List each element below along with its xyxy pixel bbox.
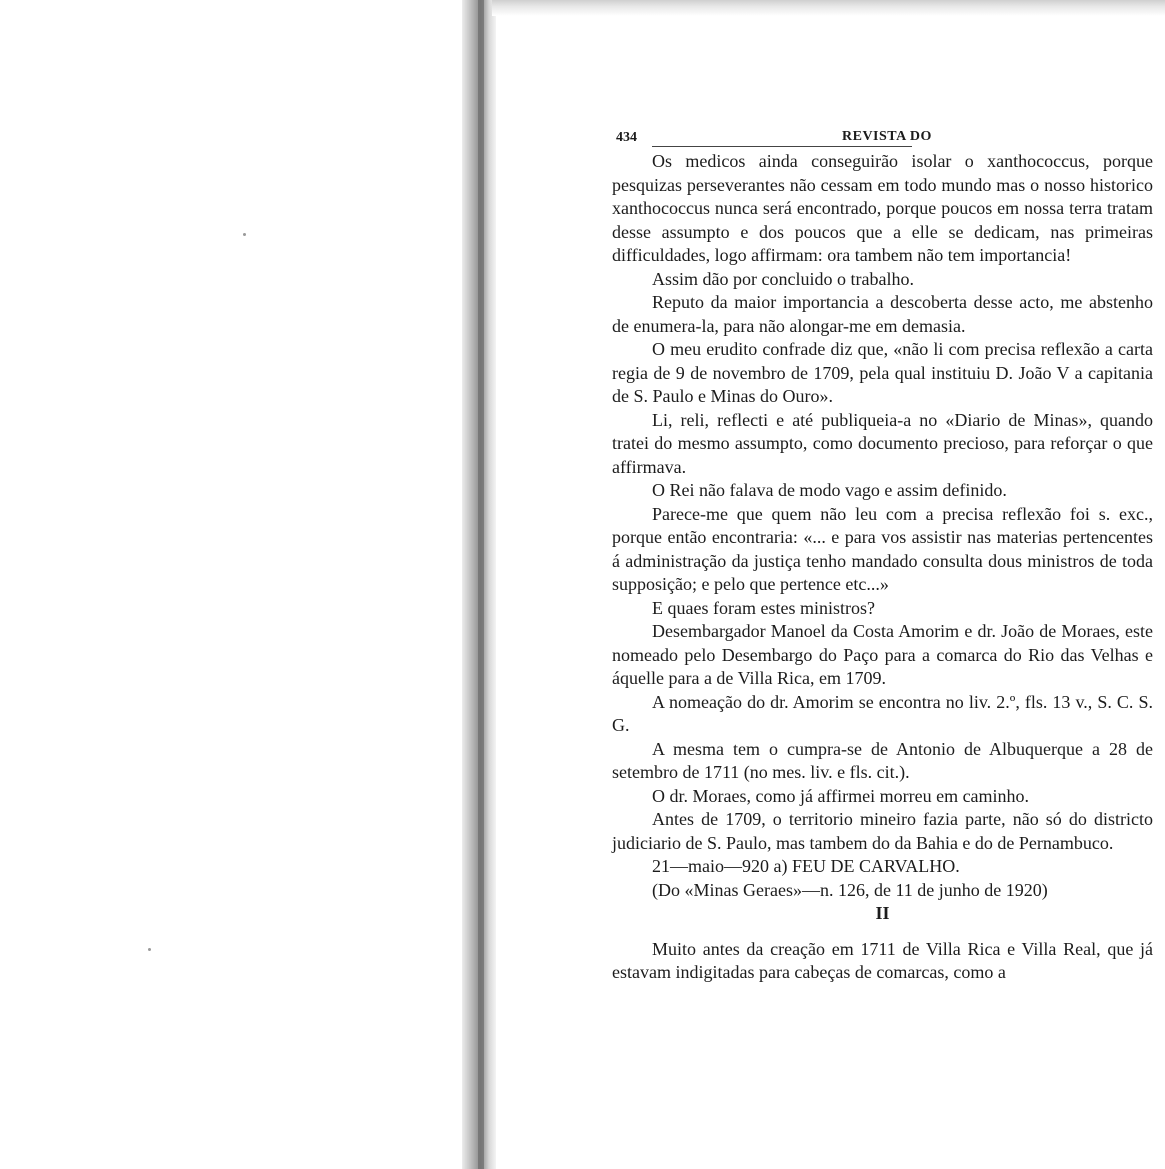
source-citation: (Do «Minas Geraes»—n. 126, de 11 de junho de 1920) [652,879,1048,900]
paragraph: E quaes foram estes ministros? [652,597,875,618]
paragraph: Li, reli, reflecti e até publiqueia-a no «Diario de Minas», quando tratei do mesmo assumpto, como documento precioso, para reforçar o que affirmava. [612,409,1153,477]
paragraph: O meu erudito confrade diz que, «não li com precisa reflexão a carta regia de 9 de novembro de 1709, pela qual instituiu D. João V a capitania de S. Paulo e Minas do Ouro». [612,339,1153,406]
paragraph: Desembargador Manoel da Costa Amorim e dr. João de Moraes, este nomeado pelo Desembargo do Paço para a comarca do Rio das Velhas e áquelle para a de Villa Rica, em 1709. [612,621,1153,688]
paragraph: O Rei não falava de modo vago e assim definido. [652,480,1007,500]
signature-line: 21—maio—920 a) FEU DE CARVALHO. [652,856,960,876]
paragraph: Antes de 1709, o territorio mineiro fazia parte, não só do districto judiciario de S. Paulo, mas tambem do da Bahia e do de Pernambuco. [612,809,1153,853]
book-gutter [478,0,484,1169]
paragraph: Reputo da maior importancia a descoberta desse acto, me abstenho de enumera-la, para não alongar-me em demasia. [612,292,1153,336]
section-gap [612,926,1153,938]
paragraph: A mesma tem o cumpra-se de Antonio de Albuquerque a 28 de setembro de 1711 (no mes. liv. e fls. cit.). [612,738,1153,782]
running-title: REVISTA DO [842,129,932,144]
scan-speck [148,948,151,951]
page-top-edge [492,0,1165,16]
paragraph: Os medicos ainda conseguirão isolar o xanthococcus, porque pesquizas perseverantes não cessam em todo mundo mas o nosso historico xanthococcus nunca será encontrado, porque poucos em nossa terra tratam desse assumpto e dos poucos que a elle se dedicam, nas primeiras difficuldades, logo affirmam: ora tambem não tem importancia! [612,151,1153,265]
paragraph: O dr. Moraes, como já affirmei morreu em caminho. [652,785,1030,806]
paragraph: Muito antes da creação em 1711 de Villa Rica e Villa Real, que já estavam indigitadas para cabeças de comarcas, como a [612,938,1153,982]
section-numeral: II [875,903,890,923]
paragraph: Assim dão por concluido o trabalho. [652,268,914,289]
header-rule [652,146,912,147]
book-page [612,118,1153,985]
paragraph: Parece-me que quem não leu com a precisa reflexão foi s. exc., porque então encontraria: «... e para vos assistir nas materias pertencentes á administração da justiça tenho mandado consulta dous ministros de toda supposição; e pelo que pertence etc...» [612,503,1153,594]
paragraph: A nomeação do dr. Amorim se encontra no liv. 2.º, fls. 13 v., S. C. S. G. [612,691,1153,735]
scan-speck [243,233,246,236]
page-header [612,118,1153,150]
body-text [612,150,1153,985]
page-number: 434 [616,130,637,145]
